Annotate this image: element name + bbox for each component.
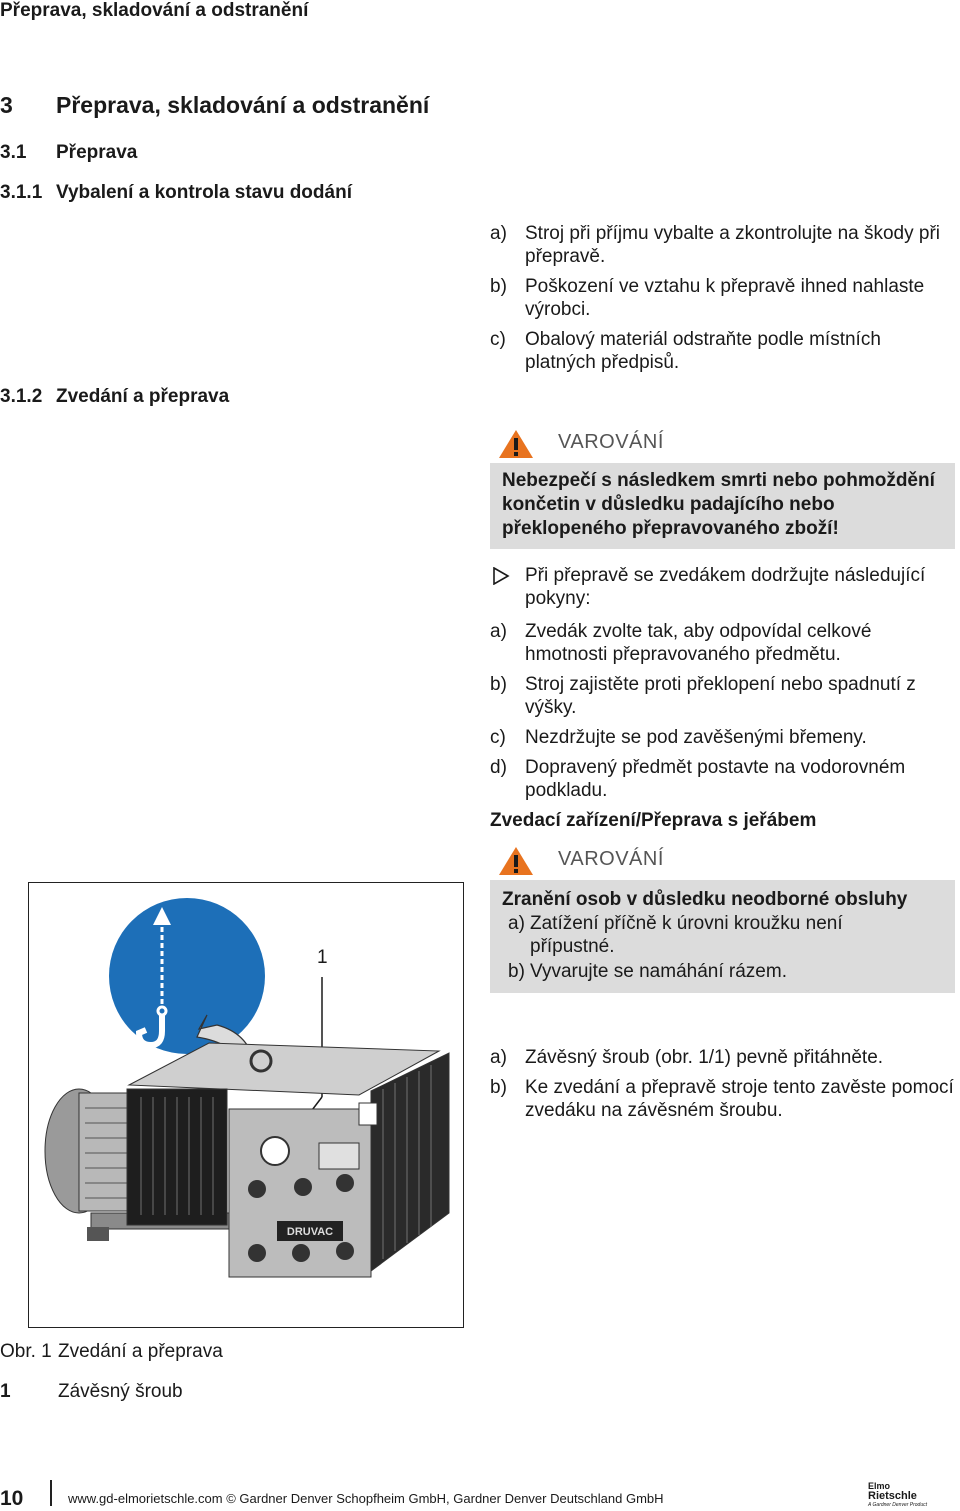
warning-content [490, 880, 955, 993]
warning-box [490, 423, 955, 549]
legend-text: Závěsný šroub [58, 1381, 183, 1402]
subsection-title: Vybalení a kontrola stavu dodání [56, 182, 352, 203]
crane-heading: Zvedací zařízení/Přeprava s jeřábem [490, 810, 817, 831]
warning-box [490, 840, 955, 993]
figure-legend [0, 1381, 183, 1403]
page-number: 10 [0, 1487, 24, 1510]
list-item: a) Závěsný šroub (obr. 1/1) pevně přitáhněte. [490, 1047, 884, 1068]
instruction-line: Při přepravě se zvedákem dodržujte následující pokyny: [490, 564, 955, 610]
subsection-title: Přeprava [56, 142, 138, 163]
list-item: b) Stroj zajistěte proti překlopení nebo spadnutí z výšky. [490, 674, 916, 718]
warning-label: VAROVÁNÍ [558, 848, 664, 870]
warning-triangle-icon [498, 846, 534, 876]
eyebolt-list [490, 1046, 955, 1129]
list-item: c) Obalový materiál odstraňte podle místních platných předpisů. [490, 329, 881, 373]
unpack-list [490, 222, 955, 381]
section-title: Přeprava, skladování a odstranění [56, 92, 430, 118]
footer-text: www.gd-elmorietschle.com © Gardner Denver Schopfheim GmbH, Gardner Denver Deutschland GmbH [68, 1491, 664, 1506]
figure-caption [0, 1341, 223, 1363]
subsection-number: 3.1 [0, 142, 27, 163]
legend-number: 1 [0, 1381, 11, 1402]
callout-number: 1 [317, 947, 328, 968]
warning-item: a) Zatížení příčně k úrovni kroužku není přípustné. [508, 913, 843, 957]
arrow-right-icon [492, 567, 510, 585]
elmo-rietschle-logo: Elmo Rietschle A Gardner Denver Product [868, 1481, 928, 1508]
caption-number: Obr. 1 [0, 1341, 52, 1362]
warning-label: VAROVÁNÍ [558, 431, 664, 453]
running-header: Přeprava, skladování a odstranění [0, 0, 309, 21]
vacuum-pump [45, 1043, 449, 1277]
warning-triangle-icon [498, 429, 534, 459]
warning-text: Nebezpečí s následkem smrti nebo pohmoždění končetin v důsledku padajícího nebo překlopeného přepravovaného zboží! [502, 470, 935, 539]
subsection-3-1-2 [0, 386, 229, 408]
subsection-title: Zvedání a přeprava [56, 386, 230, 407]
figure-lifting [28, 882, 464, 1328]
warning-header [490, 423, 955, 463]
list-item: a) Stroj při příjmu vybalte a zkontrolujte na škody při přepravě. [490, 223, 941, 267]
section-heading [0, 92, 429, 119]
subsection-number: 3.1.1 [0, 182, 43, 203]
subsection-3-1-1 [0, 182, 352, 204]
warning-item: b) Vyvarujte se namáhání rázem. [508, 961, 787, 982]
list-item: b) Ke zvedání a přepravě stroje tento zavěste pomocí zvedáku na závěsném šroubu. [490, 1077, 954, 1121]
warning-title: Zranění osob v důsledku neodborné obsluhy [502, 889, 908, 910]
list-item: a) Zvedák zvolte tak, aby odpovídal celkové hmotnosti přepravovaného předmětu. [490, 621, 872, 665]
pump-illustration [29, 883, 464, 1328]
brand-plate-text: DRUVAC [286, 1226, 334, 1238]
footer-divider [50, 1480, 52, 1506]
section-number: 3 [0, 92, 13, 118]
warning-header [490, 840, 955, 880]
caption-title: Zvedání a přeprava [58, 1341, 223, 1362]
list-item: d) Dopravený předmět postavte na vodorovném podkladu. [490, 757, 906, 801]
lifting-hook-sign-icon [109, 898, 265, 1054]
list-item: b) Poškození ve vztahu k přepravě ihned nahlaste výrobci. [490, 276, 925, 320]
subsection-number: 3.1.2 [0, 386, 43, 407]
list-item: c) Nezdržujte se pod zavěšenými břemeny. [490, 727, 867, 748]
lift-instructions [490, 564, 955, 809]
subsection-3-1 [0, 142, 137, 164]
